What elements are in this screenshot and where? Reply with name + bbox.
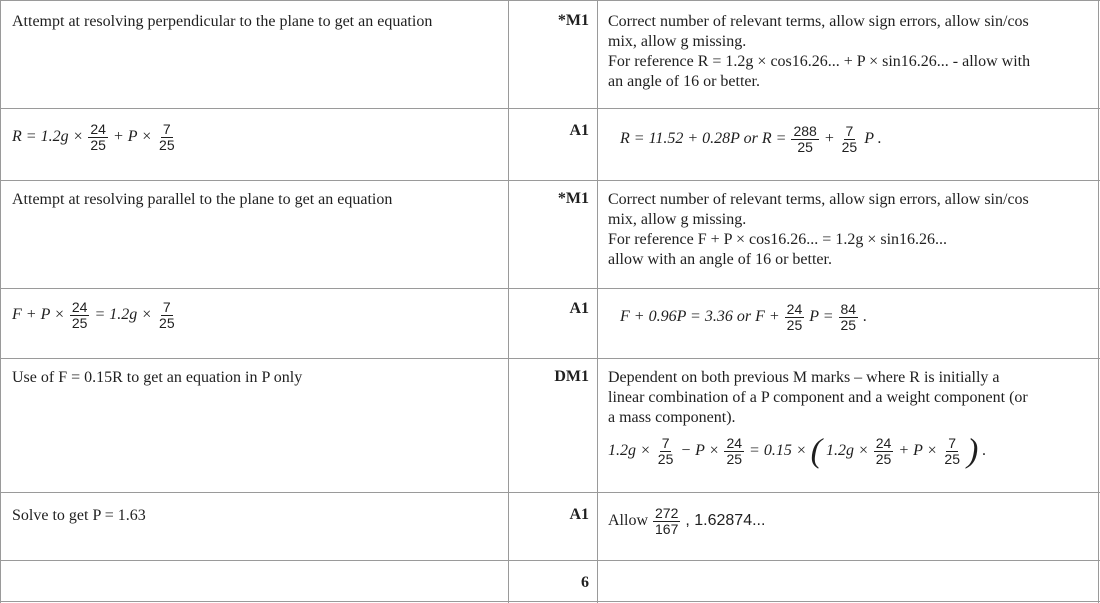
fraction — [874, 436, 894, 467]
fraction — [785, 302, 805, 333]
equation-term: + P × — [112, 128, 153, 146]
denominator: 25 — [786, 317, 803, 333]
equation-term: , 1.62874... — [685, 512, 766, 530]
guidance-line: linear combination of a P component and a weight component (or — [608, 389, 1028, 406]
numerator: 24 — [71, 299, 88, 315]
column-divider-mark — [597, 0, 598, 603]
working-equation — [12, 122, 178, 153]
guidance-line: allow with an angle of 16 or better. — [608, 251, 832, 268]
equation-term: = 0.15 × — [749, 442, 807, 460]
row-divider — [0, 0, 1100, 1]
row-divider — [0, 358, 1100, 359]
guidance-line: For reference F + P × cos16.26... = 1.2g × sin16.26... — [608, 231, 948, 248]
guidance-text — [608, 368, 1094, 428]
right-parenthesis: ) — [966, 432, 979, 470]
guidance-line: Dependent on both previous M marks – where R is initially a — [608, 369, 1000, 386]
denominator: 25 — [657, 451, 674, 467]
fraction — [70, 300, 90, 331]
numerator: 272 — [655, 505, 679, 521]
fraction — [653, 506, 680, 537]
row-divider — [0, 560, 1100, 561]
equation-term: Allow — [608, 512, 648, 530]
guidance-line: a mass component). — [608, 409, 736, 426]
working-text: Solve to get P = 1.63 — [12, 507, 146, 524]
guidance-text — [608, 12, 1094, 92]
numerator: 288 — [793, 123, 817, 139]
fraction — [942, 436, 962, 467]
numerator: 84 — [840, 301, 857, 317]
numerator: 7 — [162, 121, 171, 137]
equation-term: F + 0.96P = 3.36 or F + — [620, 308, 780, 326]
denominator: 25 — [840, 317, 857, 333]
mark-code: A1 — [569, 122, 589, 139]
equation-term: + P × — [898, 442, 938, 460]
guidance-line: For reference R = 1.2g × cos16.26... + P × sin16.26... - allow with — [608, 53, 1031, 70]
fraction — [157, 122, 177, 153]
denominator: 25 — [797, 139, 813, 155]
fraction — [157, 300, 177, 331]
equation-term: R = 11.52 + 0.28P or R = — [620, 130, 787, 148]
guidance-equation — [608, 506, 765, 537]
equation-term: − P × — [680, 442, 720, 460]
denominator: 25 — [159, 315, 175, 331]
fraction — [839, 302, 859, 333]
equation-term: = 1.2g × — [94, 306, 153, 324]
mark-code: *M1 — [557, 12, 589, 29]
table-border-right — [1098, 0, 1099, 603]
equation-term: R = 1.2g × — [12, 128, 84, 146]
denominator: 25 — [159, 137, 175, 153]
denominator: 25 — [726, 451, 743, 467]
fraction — [656, 436, 676, 467]
equation-term: F + P × — [12, 306, 65, 324]
denominator: 25 — [944, 451, 960, 467]
equation-term: P = — [809, 308, 834, 326]
guidance-line: mix, allow g missing. — [608, 211, 747, 228]
denominator: 25 — [71, 315, 88, 331]
fraction — [724, 436, 744, 467]
left-parenthesis: ( — [810, 432, 822, 470]
guidance-equation — [608, 432, 987, 470]
guidance-line: mix, allow g missing. — [608, 33, 747, 50]
numerator: 24 — [786, 301, 803, 317]
denominator: 25 — [875, 451, 892, 467]
numerator: 7 — [162, 299, 171, 315]
row-divider — [0, 288, 1100, 289]
total-marks: 6 — [581, 574, 589, 591]
table-border-bottom — [0, 601, 1100, 602]
row-divider — [0, 180, 1100, 181]
equation-term: 1.2g × — [608, 442, 651, 460]
guidance-line: Correct number of relevant terms, allow sign errors, allow sin/cos — [608, 191, 1029, 208]
denominator: 167 — [655, 521, 679, 537]
fraction — [88, 122, 108, 153]
equation-term: P . — [864, 130, 882, 148]
numerator: 24 — [90, 121, 106, 137]
guidance-line: an angle of 16 or better. — [608, 73, 760, 90]
equation-term: . — [863, 308, 868, 326]
equation-term: + — [823, 130, 835, 148]
guidance-text — [608, 190, 1094, 270]
guidance-equation — [620, 302, 867, 333]
working-text: Attempt at resolving parallel to the plane to get an equation — [12, 191, 393, 208]
working-equation — [12, 300, 178, 331]
denominator: 25 — [90, 137, 106, 153]
numerator: 7 — [845, 123, 854, 139]
row-divider — [0, 108, 1100, 109]
mark-code: A1 — [569, 506, 589, 523]
mark-code: A1 — [569, 300, 589, 317]
equation-term: . — [982, 442, 987, 460]
working-text: Attempt at resolving perpendicular to the plane to get an equation — [12, 13, 433, 30]
table-border-left — [0, 0, 1, 603]
working-text: Use of F = 0.15R to get an equation in P only — [12, 369, 303, 386]
row-divider — [0, 492, 1100, 493]
guidance-equation — [620, 124, 882, 155]
equation-term: 1.2g × — [825, 442, 869, 460]
mark-code: DM1 — [554, 368, 589, 385]
numerator: 7 — [661, 435, 670, 451]
numerator: 7 — [948, 435, 957, 451]
guidance-line: Correct number of relevant terms, allow sign errors, allow sin/cos — [608, 13, 1029, 30]
fraction — [791, 124, 818, 155]
numerator: 24 — [726, 435, 743, 451]
mark-code: *M1 — [557, 190, 589, 207]
denominator: 25 — [841, 139, 858, 155]
numerator: 24 — [875, 435, 892, 451]
fraction — [840, 124, 860, 155]
